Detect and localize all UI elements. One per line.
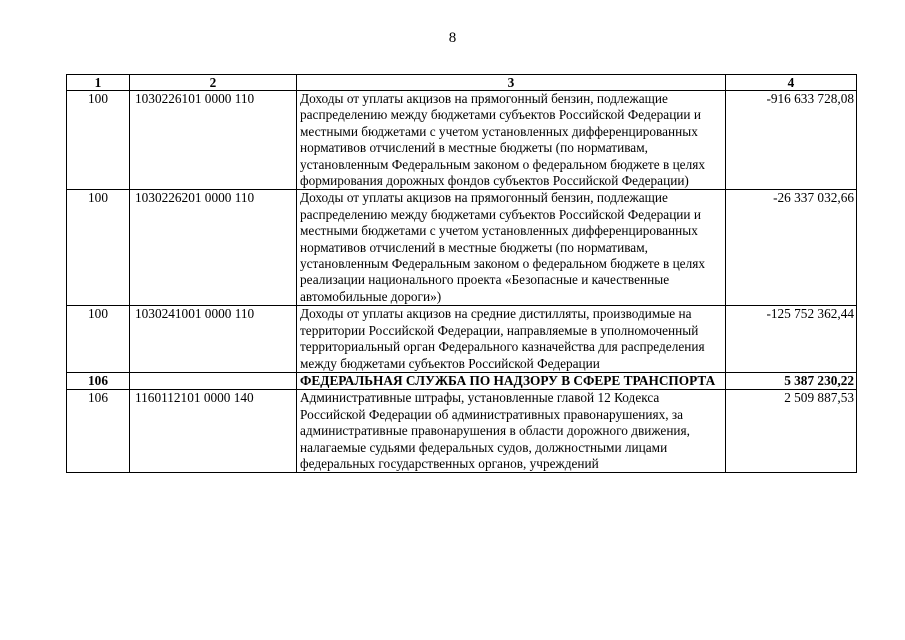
amount-cell: -916 633 728,08 [726, 91, 857, 190]
budget-table [66, 74, 857, 473]
column-header-2: 2 [130, 75, 297, 91]
admin-code-cell: 106 [67, 390, 130, 473]
admin-code-cell: 100 [67, 306, 130, 373]
table-row [67, 390, 857, 473]
description-cell: Доходы от уплаты акцизов на прямогонный бензин, подлежащие распределению между бюджетами субъектов Российской Федерации и местными бюджетами с учетом установленных дифференцированных нормативов отчислений в местные бюджеты (по нормативам, установленным Федеральным законом о федеральном бюджете в целях формирования дорожных фондов субъектов Российской Федерации) [297, 91, 726, 190]
admin-code-cell: 100 [67, 91, 130, 190]
admin-code-cell: 106 [67, 372, 130, 389]
budget-code-cell [130, 372, 297, 389]
admin-code-cell: 100 [67, 190, 130, 306]
page-number: 8 [448, 30, 457, 46]
description-cell: Доходы от уплаты акцизов на средние дистилляты, производимые на территории Российской Федерации, направляемые в уполномоченный территориальный орган Федерального казначейства для распределения между бюджетами субъектов Российской Федерации [297, 306, 726, 373]
table-row [67, 190, 857, 306]
table-row [67, 91, 857, 190]
agency-name-cell: ФЕДЕРАЛЬНАЯ СЛУЖБА ПО НАДЗОРУ В СФЕРЕ ТРАНСПОРТА [297, 372, 726, 389]
amount-cell: 2 509 887,53 [726, 390, 857, 473]
budget-code-cell: 1160112101 0000 140 [130, 390, 297, 473]
column-header-4: 4 [726, 75, 857, 91]
column-header-1: 1 [67, 75, 130, 91]
table-header-row [67, 75, 857, 91]
description-cell: Доходы от уплаты акцизов на прямогонный бензин, подлежащие распределению между бюджетами субъектов Российской Федерации и местными бюджетами с учетом установленных дифференцированных нормативов отчислений в местные бюджеты (по нормативам, установленным Федеральным законом о федеральном бюджете в целях реализации национального проекта «Безопасные и качественные автомобильные дороги») [297, 190, 726, 306]
budget-code-cell: 1030241001 0000 110 [130, 306, 297, 373]
budget-code-cell: 1030226201 0000 110 [130, 190, 297, 306]
budget-code-cell: 1030226101 0000 110 [130, 91, 297, 190]
description-cell: Административные штрафы, установленные главой 12 Кодекса Российской Федерации об административных правонарушениях, за административные правонарушения в области дорожного движения, налагаемые судьями федеральных судов, должностными лицами федеральных государственных органов, учреждений [297, 390, 726, 473]
amount-cell: -26 337 032,66 [726, 190, 857, 306]
amount-cell: -125 752 362,44 [726, 306, 857, 373]
column-header-3: 3 [297, 75, 726, 91]
amount-cell: 5 387 230,22 [726, 372, 857, 389]
table-row [67, 306, 857, 373]
table-row-agency-total [67, 372, 857, 389]
